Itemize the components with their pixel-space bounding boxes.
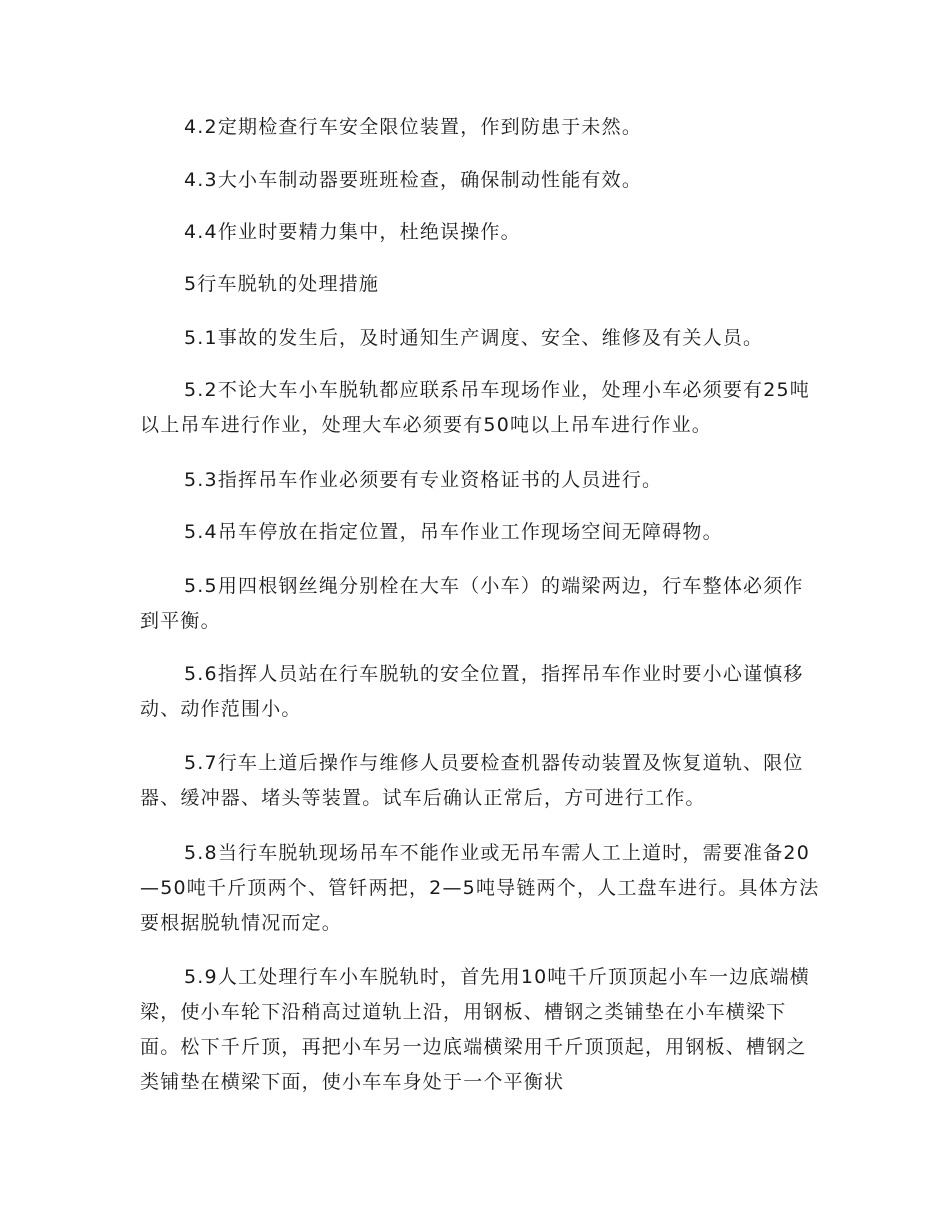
paragraph-5-2: 5.2不论大车小车脱轨都应联系吊车现场作业，处理小车必须要有25吨以上吊车进行作业，处理大车必须要有50吨以上吊车进行作业。 <box>140 379 810 436</box>
paragraph-5-7: 5.7行车上道后操作与维修人员要检查机器传动装置及恢复道轨、限位器、缓冲器、堵头等装置。试车后确认正常后，方可进行工作。 <box>140 752 804 809</box>
paragraph-5-9: 5.9人工处理行车小车脱轨时，首先用10吨千斤顶顶起小车一边底端横梁，使小车轮下沿稍高过道轨上沿，用钢板、槽钢之类铺垫在小车横梁下面。松下千斤顶，再把小车另一边底端横梁用千斤顶顶起，用钢板、槽钢之类铺垫在横梁下面，使小车车身处于一个平衡状 <box>140 966 810 1093</box>
paragraph-5-4: 5.4吊车停放在指定位置，吊车作业工作现场空间无障碍物。 <box>184 521 723 543</box>
section-heading-5: 5行车脱轨的处理措施 <box>184 273 380 295</box>
paragraph-5-6: 5.6指挥人员站在行车脱轨的安全位置，指挥吊车作业时要小心谨慎移动、动作范围小。 <box>140 663 804 720</box>
paragraph-5-3: 5.3指挥吊车作业必须要有专业资格证书的人员进行。 <box>184 469 663 491</box>
paragraph-5-1: 5.1事故的发生后，及时通知生产调度、安全、维修及有关人员。 <box>184 327 764 349</box>
paragraph-4-4: 4.4作业时要精力集中，杜绝误操作。 <box>184 221 521 243</box>
paragraph-4-3: 4.3大小车制动器要班班检查，确保制动性能有效。 <box>184 169 643 191</box>
paragraph-4-2: 4.2定期检查行车安全限位装置，作到防患于未然。 <box>184 116 643 138</box>
paragraph-5-5: 5.5用四根钢丝绳分别栓在大车（小车）的端梁两边，行车整体必须作到平衡。 <box>140 575 804 632</box>
paragraph-5-8: 5.8当行车脱轨现场吊车不能作业或无吊车需人工上道时，需要准备20—50吨千斤顶两个、管钎两把，2—5吨导链两个，人工盘车进行。具体方法要根据脱轨情况而定。 <box>140 842 820 934</box>
